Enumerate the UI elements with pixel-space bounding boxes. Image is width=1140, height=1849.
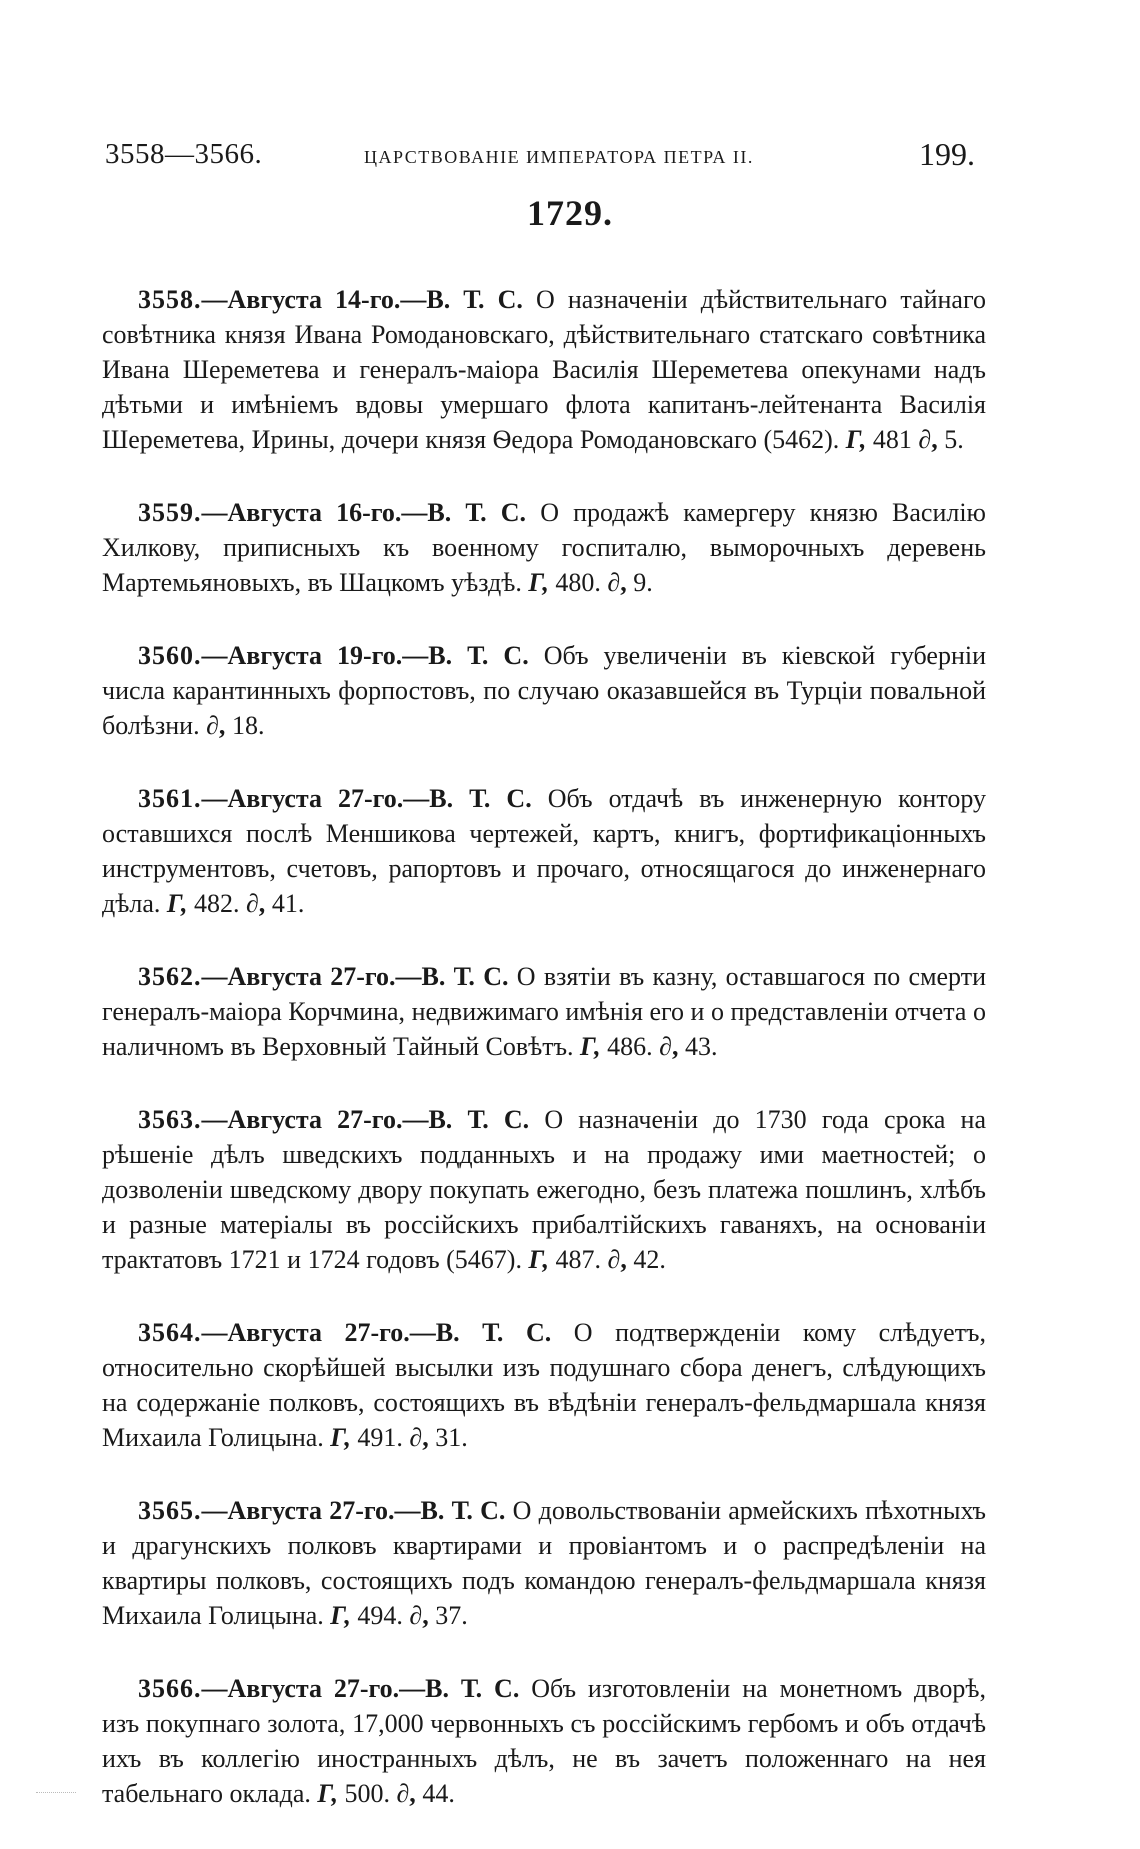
source-page: 481 xyxy=(872,425,912,454)
entry-number: 3566. xyxy=(138,1674,202,1703)
entry-text: О продажѣ камергеру князю Василію Хилкову, приписныхъ къ военному госпиталю, выморочныхъ деревень Мартемьяновыхъ, въ Шацкомъ уѣздѣ. xyxy=(102,498,986,597)
ref-mark: ∂, xyxy=(607,1245,627,1274)
ref-number: 31. xyxy=(435,1423,468,1452)
entry-text: О назначеніи до 1730 года срока на рѣшеніе дѣлъ шведскихъ подданныхъ и на продажу ими маетностей; о дозволеніи шведскому двору покупать ежегодно, безъ платежа пошлинъ, хлѣбъ и разные матеріалы въ россійскихъ прибалтійскихъ гаваняхъ, на основаніи трактатовъ 1721 и 1724 годовъ (5467). xyxy=(102,1105,987,1274)
source-page: 487. xyxy=(555,1245,602,1274)
entry-3558 xyxy=(102,282,986,457)
ref-mark: ∂, xyxy=(607,568,627,597)
source-page: 491. xyxy=(357,1423,403,1452)
entry-date: —Августа 27-го.—В. Т. С. xyxy=(201,1318,552,1347)
year-heading: 1729. xyxy=(527,193,613,233)
source-page: 486. xyxy=(607,1032,653,1061)
running-head xyxy=(100,138,980,178)
entry-number: 3562. xyxy=(138,962,202,991)
ref-mark: ∂, xyxy=(409,1423,429,1452)
entry-3561 xyxy=(102,781,986,921)
entry-text: О довольствованіи армейскихъ пѣхотныхъ и драгунскихъ полковъ квартирами и провіантомъ и о распредѣленіи на квартиры полковъ, состоящихъ подъ командою генералъ-фельдмаршала князя Михаила Голицына. xyxy=(102,1496,986,1630)
entry-number: 3563. xyxy=(138,1105,202,1134)
entry-text: О назначеніи дѣйствительнаго тайнаго совѣтника князя Ивана Ромодановскаго, дѣйствительнаго статскаго совѣтника Ивана Шереметева и генералъ-маіора Василія Шереметева опекунами надъ дѣтьми и имѣніемъ вдовы умершаго флота капитанъ-лейтенанта Василія Шереметева, Ирины, дочери князя Ѳедора Ромодановскаго (5462). xyxy=(102,285,986,454)
entry-3563 xyxy=(102,1102,986,1277)
ref-number: 44. xyxy=(422,1779,455,1808)
entry-number: 3558. xyxy=(138,285,202,314)
entry-number: 3564. xyxy=(138,1318,202,1347)
source-mark: Г, xyxy=(317,1779,338,1808)
source-page: 480. xyxy=(555,568,601,597)
entry-3559 xyxy=(102,495,986,600)
entry-date: —Августа 16-го.—В. Т. С. xyxy=(201,498,527,527)
entry-date: —Августа 27-го.—В. Т. С. xyxy=(201,1674,520,1703)
source-mark: Г, xyxy=(845,425,867,454)
source-mark: Г, xyxy=(166,889,188,918)
entry-3566 xyxy=(102,1671,986,1811)
entry-date: —Августа 19-го.—В. Т. С. xyxy=(201,641,529,670)
ref-number: 37. xyxy=(435,1601,468,1630)
page-number: 199. xyxy=(919,136,975,172)
entry-number: 3559. xyxy=(138,498,202,527)
entry-range: 3558—3566. xyxy=(105,138,263,170)
entry-3565 xyxy=(102,1493,986,1633)
source-page: 500. xyxy=(344,1779,390,1808)
entry-3560 xyxy=(102,638,986,743)
ref-mark: ∂, xyxy=(918,425,938,454)
source-mark: Г, xyxy=(528,1245,550,1274)
source-page: 494. xyxy=(357,1601,403,1630)
ref-number: 9. xyxy=(633,568,653,597)
entry-number: 3565. xyxy=(138,1496,202,1525)
entry-date: —Августа 27-го.—В. Т. С. xyxy=(201,1496,506,1525)
entry-text: Объ увеличеніи въ кіевской губерніи числа карантинныхъ форпостовъ, по случаю оказавшейся въ Турціи повальной болѣзни. xyxy=(102,641,986,740)
ref-mark: ∂, xyxy=(659,1032,679,1061)
ref-mark: ∂, xyxy=(409,1601,429,1630)
entry-text: Объ отдачѣ въ инженерную контору оставшихся послѣ Меншикова чертежей, картъ, книгъ, фортификаціонныхъ инструментовъ, счетовъ, рапортовъ и прочаго, относящагося до инженернаго дѣла. xyxy=(102,784,987,918)
ref-number: 43. xyxy=(684,1032,718,1061)
entry-text: Объ изготовленіи на монетномъ дворѣ, изъ покупнаго золота, 17,000 червонныхъ съ россійскимъ гербомъ и объ отдачѣ ихъ въ коллегію иностранныхъ дѣлъ, не въ зачетъ положеннаго на нея табельнаго оклада. xyxy=(102,1674,986,1808)
entry-number: 3561. xyxy=(138,784,202,813)
entry-3564 xyxy=(102,1315,986,1455)
entry-date: —Августа 27-го.—В. Т. С. xyxy=(201,784,532,813)
source-mark: Г, xyxy=(528,568,549,597)
source-mark: Г, xyxy=(330,1601,351,1630)
entry-number: 3560. xyxy=(138,641,202,670)
running-title: ЦАРСТВОВАНІЕ ИМПЕРАТОРА ПЕТРА II. xyxy=(364,147,754,167)
scan-artifact xyxy=(36,1792,76,1796)
entries-list xyxy=(102,256,986,1849)
ref-number: 5. xyxy=(944,425,964,454)
ref-number: 41. xyxy=(271,889,305,918)
source-mark: Г, xyxy=(330,1423,351,1452)
entry-date: —Августа 27-го.—В. Т. С. xyxy=(201,1105,530,1134)
entry-text: О взятіи въ казну, оставшагося по смерти генералъ-маіора Корчмина, недвижимаго имѣнія его и о представленіи отчета о наличномъ въ Верховный Тайный Совѣтъ. xyxy=(102,962,986,1061)
entry-date: —Августа 14-го.—В. Т. С. xyxy=(201,285,523,314)
entry-3562 xyxy=(102,959,986,1064)
ref-mark: ∂, xyxy=(245,889,266,918)
ref-mark: ∂, xyxy=(396,1779,416,1808)
source-mark: Г, xyxy=(580,1032,601,1061)
ref-number: 18. xyxy=(231,711,265,740)
entry-date: —Августа 27-го.—В. Т. С. xyxy=(201,962,509,991)
ref-number: 42. xyxy=(633,1245,666,1274)
ref-mark: ∂, xyxy=(206,711,226,740)
source-page: 482. xyxy=(193,889,240,918)
entry-text: О подтвержденіи кому слѣдуетъ, относительно скорѣйшей высылки изъ подушнаго сбора денегъ, слѣдующихъ на содержаніе полковъ, состоящихъ въ вѣдѣніи генералъ-фельдмаршала князя Михаила Голицына. xyxy=(102,1318,986,1452)
